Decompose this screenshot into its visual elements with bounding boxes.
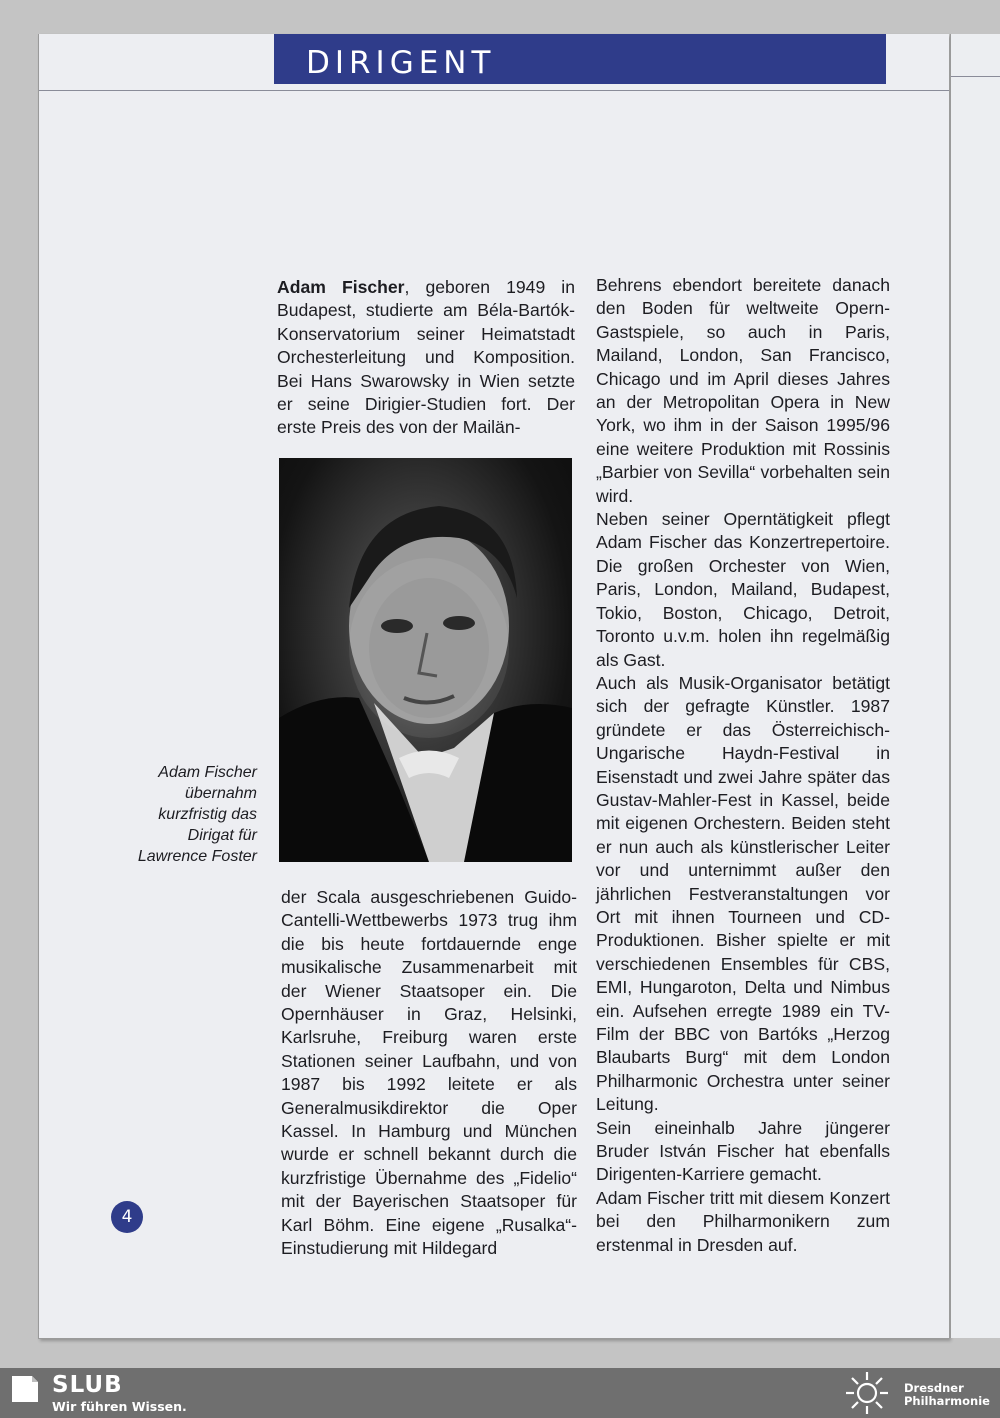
article-intro-paragraph xyxy=(277,276,575,440)
portrait-photo xyxy=(279,458,572,862)
section-header xyxy=(274,34,886,84)
section-title: DIRIGENT xyxy=(306,45,496,81)
article-paragraph: Adam Fischer tritt mit diesem Konzert bei den Philharmonikern zum erstenmal in Dresden auf. xyxy=(596,1187,890,1255)
philharmonie-logo-icon[interactable] xyxy=(842,1370,892,1416)
philharmonie-wordmark xyxy=(904,1382,990,1408)
article-column-2 xyxy=(596,274,890,1257)
article-paragraph: Behrens ebendort bereitete danach den Boden für weltweite Opern-Gastspiele, so auch in Paris, Mailand, London, San Francisco, Chicago und im April dieses Jahres an der Metropolitan Opera in New York, wo ihm in der Saison 1995/96 eine weitere Produktion mit Rossinis „Barbier von Sevilla“ vorbehalten sein wird. xyxy=(596,275,890,506)
document-page xyxy=(38,34,949,1339)
adjacent-page-edge xyxy=(950,34,1000,1338)
article-paragraph: Neben seiner Operntätigkeit pflegt Adam Fischer das Konzertrepertoire. Die großen Orchester von Wien, Paris, London, Mailand, Budapest, Tokio, Boston, Chicago, Detroit, Toronto u.v.m. holen ihn regelmäßig als Gast. xyxy=(596,509,890,670)
slub-logo-icon[interactable] xyxy=(10,1374,40,1404)
page-number-badge: 4 xyxy=(111,1201,143,1233)
philharmonie-line-1: Dresdner xyxy=(904,1381,964,1395)
article-paragraph: Auch als Musik-Organisator betätigt sich der gefragte Künstler. 1987 gründete er das Österreichisch-Ungarische Haydn-Festival in Eisenstadt und zwei Jahre später das Gustav-Mahler-Fest in Kassel, beide mit eigenen Orchestern. Beiden steht er nun auch als künstlerischer Leiter vor und unternimmt außer den jährlichen Festveranstaltungen vor Ort mit ihnen Tourneen und CD-Produktionen. Bisher spielte er mit verschiedenen Ensembles für CBS, EMI, Hungaroton, Delta und Nimbus ein. Aufsehen erregte 1989 ein TV-Film der BBC von Bartóks „Herzog Blaubarts Burg“ mit dem London Philharmonic Orchestra unter seiner Leitung. xyxy=(596,672,890,1115)
intro-text: , geboren 1949 in Budapest, studierte am Béla-Bartók-Konservatorium seiner Heimatstadt Orchesterleitung und Komposition. Bei Hans Swarowsky in Wien setzte er seine Dirigier-Studien fort. Der erste Preis des von der Mailän- xyxy=(277,277,575,438)
portrait-illustration xyxy=(279,458,572,862)
adjacent-top-rule xyxy=(951,76,1000,77)
artist-name: Adam Fischer xyxy=(277,277,405,297)
article-paragraph: der Scala ausgeschriebenen Guido-Cantelli-Wettbewerbs 1973 trug ihm die bis heute fortdauernde enge musikalische Zusammenarbeit mit der Wiener Staatsoper ein. Die Opernhäuser in Graz, Helsinki, Karlsruhe, Freiburg waren erste Stationen seiner Laufbahn, und von 1987 bis 1992 leitete er als Generalmusikdirektor die Oper Kassel. In Hamburg und München wurde er schnell bekannt durch die kurzfristige Übernahme des „Fidelio“ mit der Bayerischen Staatsoper für Karl Böhm. Eine eigene „Rusalka“-Einstudierung mit Hildegard xyxy=(281,887,577,1259)
top-rule xyxy=(39,90,949,91)
slub-wordmark[interactable]: SLUB xyxy=(52,1372,123,1398)
slub-tagline: Wir führen Wissen. xyxy=(52,1399,187,1414)
article-column-1-bottom xyxy=(281,886,577,1261)
viewer-footer xyxy=(0,1368,1000,1418)
article-column-1-top xyxy=(277,276,575,440)
philharmonie-line-2: Philharmonie xyxy=(904,1394,990,1408)
photo-caption: Adam Fischer übernahm kurzfristig das Dirigat für Lawrence Foster xyxy=(137,764,257,865)
article-paragraph: Sein eineinhalb Jahre jüngerer Bruder István Fischer hat ebenfalls Dirigenten-Karriere gemacht. xyxy=(596,1117,890,1185)
